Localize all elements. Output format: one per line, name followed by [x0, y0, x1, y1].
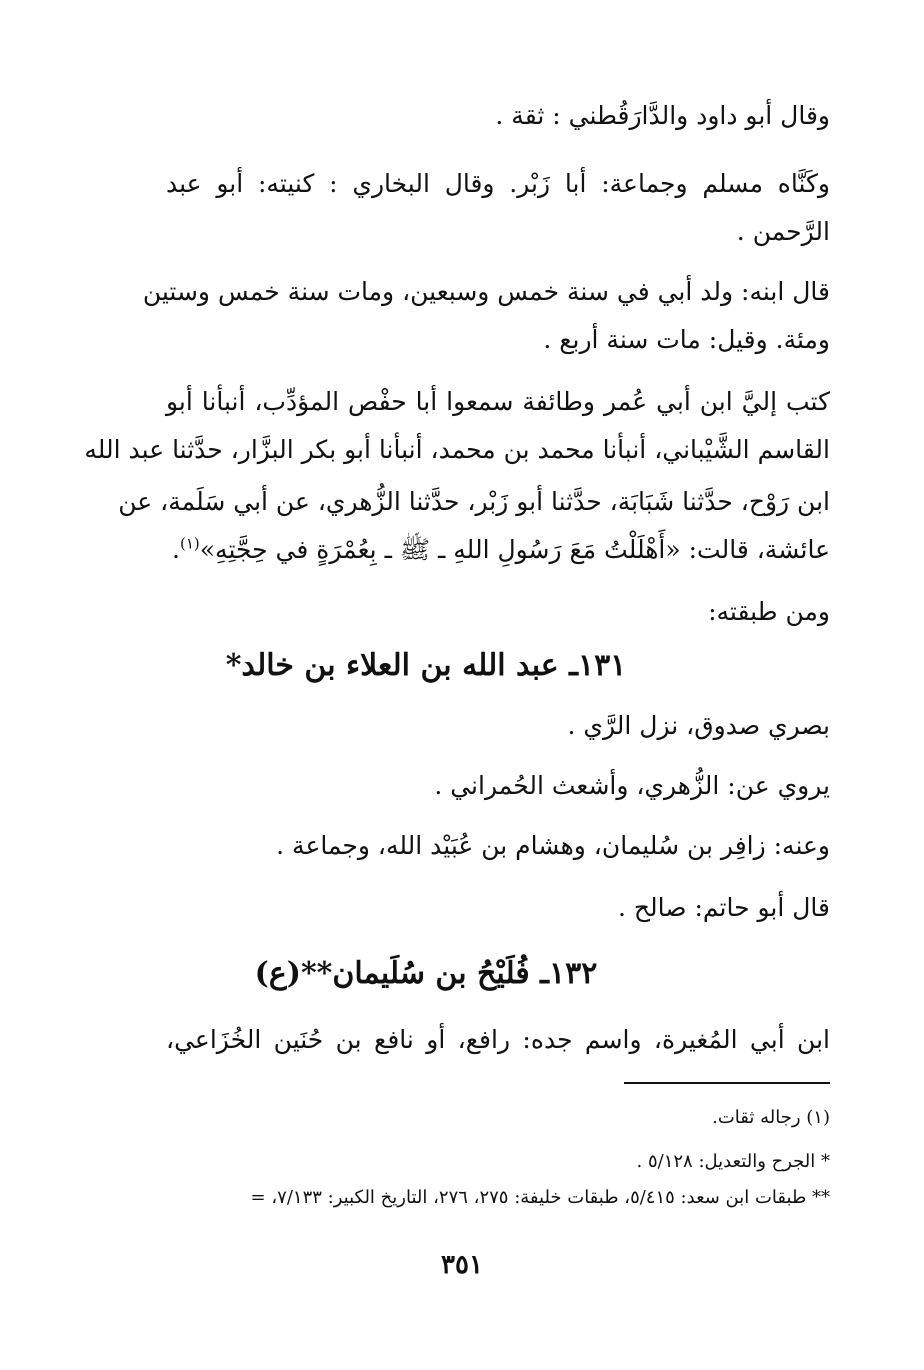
page-number: ٣٥١	[441, 1250, 483, 1280]
paragraph-isnad-line-3: ابن رَوْح، حدَّثنا شَبَابَة، حدَّثنا أبو زَبْر، حدَّثنا الزُّهري، عن أبي سَلَمة، عن	[118, 487, 830, 516]
paragraph-isnad-line-1: كتب إليَّ ابن أبي عُمر وطائفة سمعوا أبا حفْص المؤدِّب، أنبأنا أبو	[166, 387, 830, 416]
entry-131-line-3: وعنه: زافِر بن سُليمان، وهشام بن عُبَيْد الله، وجماعة .	[276, 831, 830, 860]
paragraph-daraqutni: وقال أبو داود والدَّارَقُطني : ثقة .	[495, 101, 830, 130]
paragraph-kunya-line-2: الرَّحمن .	[736, 217, 830, 246]
paragraph-tabaqa: ومن طبقته:	[708, 597, 830, 626]
footnote-1: (١) رجاله ثقات.	[712, 1107, 830, 1128]
entry-132-line-1: ابن أبي المُغيرة، واسم جده: رافع، أو نافع بن حُنَين الخُزَاعي،	[166, 1025, 830, 1054]
paragraph-isnad-line-2: القاسم الشَّيْباني، أنبأنا محمد بن محمد، أنبأنا أبو بكر البزَّار، حدَّثنا عبد الله	[84, 435, 830, 464]
entry-131-line-1: بصري صدوق، نزل الرَّي .	[567, 711, 830, 740]
hadith-text: عائشة، قالت: «أَهْلَلْتُ مَعَ رَسُولِ اللهِ ـ ﷺ ـ بِعُمْرَةٍ في حِجَّتِهِ»	[199, 535, 830, 564]
paragraph-birth-line-2: ومئة. وقيل: مات سنة أربع .	[543, 325, 830, 354]
footnote-separator	[624, 1082, 830, 1084]
paragraph-birth-line-1: قال ابنه: ولد أبي في سنة خمس وسبعين، ومات سنة خمس وستين	[142, 277, 830, 306]
footnote-3: ** طبقات ابن سعد: ٥/٤١٥، طبقات خليفة: ٢٧٥، ٢٧٦، التاريخ الكبير: ٧/١٣٣، =	[250, 1187, 830, 1208]
hadith-end-mark: .	[172, 535, 180, 564]
footnote-2: * الجرح والتعديل: ٥/١٢٨ .	[636, 1151, 830, 1172]
paragraph-isnad-line-4	[166, 530, 830, 570]
entry-131-heading: ١٣١ـ عبد الله بن العلاء بن خالد*	[225, 648, 627, 683]
entry-132-heading: ١٣٢ـ فُلَيْحُ بن سُلَيمان**(ع)	[254, 956, 598, 991]
entry-131-line-4: قال أبو حاتم: صالح .	[618, 893, 830, 922]
footnote-reference: (١)	[179, 534, 200, 553]
paragraph-kunya-line-1: وكَنَّاه مسلم وجماعة: أبا زَبْر. وقال البخاري : كنيته: أبو عبد	[166, 169, 830, 198]
entry-131-line-2: يروي عن: الزُّهري، وأشعث الحُمراني .	[434, 771, 830, 800]
